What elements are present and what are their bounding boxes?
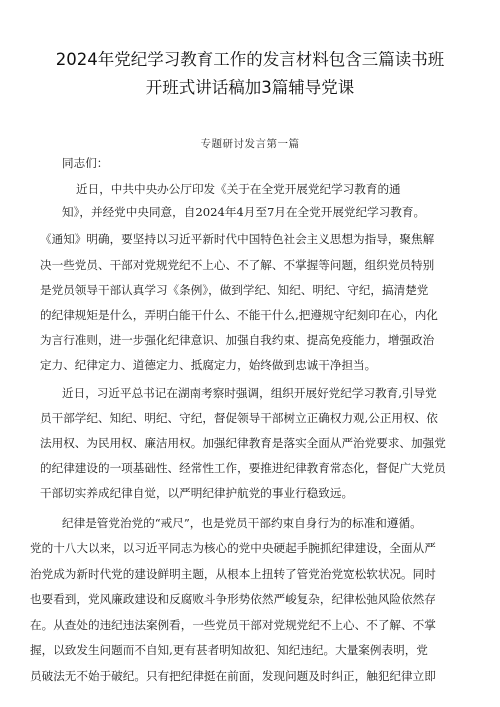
body-line: 员干部学纪、知纪、明纪、守纪，督促领导干部树立正确权力观,公正用权、依 [40, 411, 438, 425]
body-line: 也要看到，党风廉政建设和反腐败斗争形势依然严峻复杂，纪律松弛风险依然存 [30, 592, 436, 606]
body-line: 党的十八大以来，以习近平同志为核心的党中央硬起手腕抓纪律建设，全面从严 [30, 541, 436, 555]
document-title-line-2: 开班式讲话稿加3篇辅导党课 [145, 78, 355, 97]
section-heading: 专题研讨发言第一篇 [200, 138, 300, 150]
body-line: 的纪律规矩是什么，弄明白能干什么、不能干什么,把遵规守纪刻印在心，内化 [40, 308, 438, 322]
body-line: 是党员领导干部认真学习《条例》，做到学纪、知纪、明纪、守纪，搞清楚党 [40, 283, 429, 297]
body-line: 的纪律建设的一项基础性、经常性工作，要推进纪律教育常态化，督促广大党员 [40, 461, 446, 475]
body-line: 近日，中共中央办公厅印发《关于在全党开展党纪学习教育的通 [76, 182, 401, 196]
body-line: 为言行准则，进一步强化纪律意识、加强自我约束、提高免疫能力，增强政治 [40, 333, 435, 347]
body-line: 在。从查处的违纪违法案例看，一些党员干部对党规党纪不上心、不了解、不掌 [30, 618, 436, 632]
body-line: 握，以致发生问题而不自知,更有甚者明知故犯、知纪违纪。大量案例表明，党 [30, 643, 428, 657]
body-line: 近日，习近平总书记在湖南考察时强调，组织开展好党纪学习教育,引导党 [62, 386, 437, 400]
salutation: 同志们： [62, 156, 109, 170]
body-line: 员破法无不始于破纪。只有把纪律挺在前面，发现问题及时纠正，触犯纪律立即 [30, 669, 436, 683]
body-line: 《通知》明确，要坚持以习近平新时代中国特色社会主义思想为指导，聚焦解 [40, 232, 435, 246]
body-line: 法用权、为民用权、廉洁用权。加强纪律教育是落实全面从严治党要求、加强党 [40, 436, 446, 450]
body-line: 干部切实养成纪律自觉，以严明纪律护航党的事业行稳致远。 [40, 486, 354, 500]
body-line: 纪律是管党治党的“戒尺”，也是党员干部约束自身行为的标准和遵循。 [62, 516, 422, 530]
body-line: 决一些党员、干部对党规党纪不上心、不了解、不掌握等问题，组织党员特别 [40, 258, 435, 272]
body-line: 治党成为新时代党的建设鲜明主题，从根本上扭转了管党治党宽松软状况。同时 [30, 567, 436, 581]
body-line: 定力、纪律定力、道德定力、抵腐定力，始终做到忠诚干净担当。 [40, 358, 377, 372]
body-line: 知》，并经党中央同意，自2024年4月至7月在全党开展党纪学习教育。 [62, 205, 426, 219]
document-title-line-1: 2024年党纪学习教育工作的发言材料包含三篇读书班 [55, 50, 445, 69]
